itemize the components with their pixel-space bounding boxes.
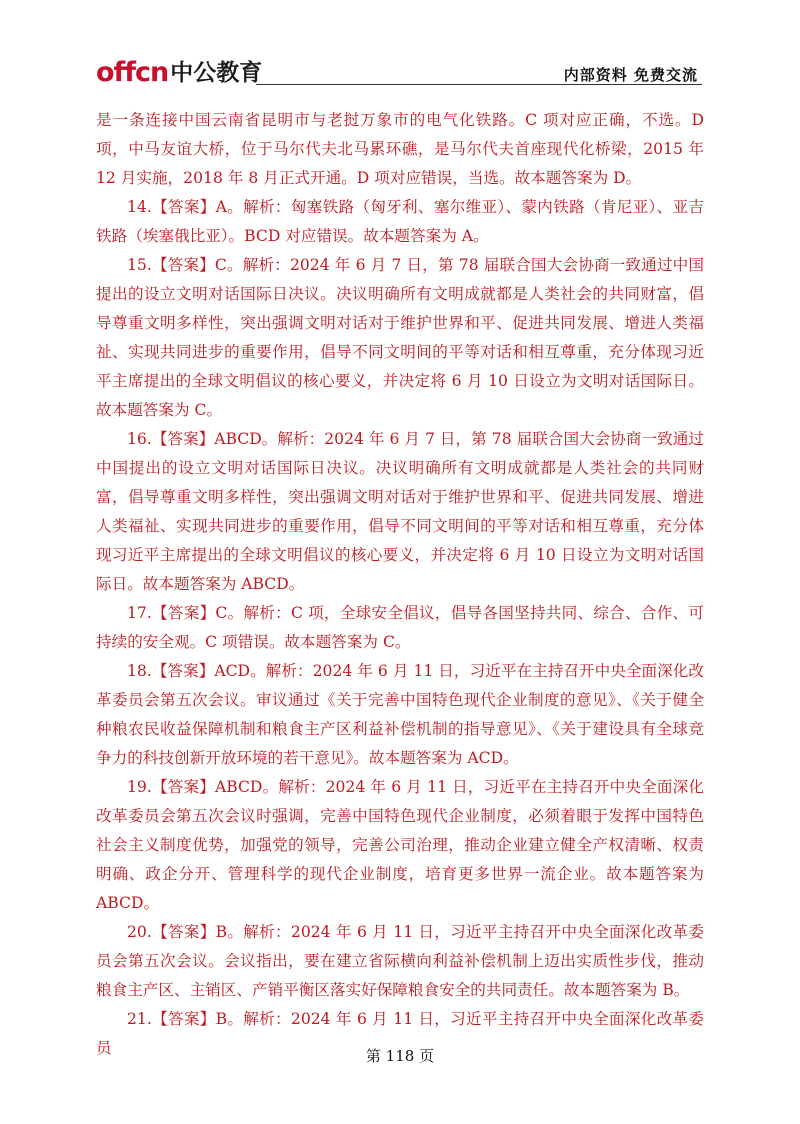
answer-content bbox=[96, 106, 704, 1063]
answer-paragraph: 17.【答案】C。解析：C 项，全球安全倡议，倡导各国坚持共同、综合、合作、可持续的安全观。C 项错误。故本题答案为 C。 bbox=[96, 604, 704, 651]
answer-paragraph: 是一条连接中国云南省昆明市与老挝万象市的电气化铁路。C 项对应正确，不选。D 项，中马友谊大桥，位于马尔代夫北马累环礁，是马尔代夫首座现代化桥梁，2015 年 12 月实施，2018 年 8 月正式开通。D 项对应错误，当选。故本题答案为 D。 bbox=[96, 111, 704, 187]
answer-paragraph: 19.【答案】ABCD。解析：2024 年 6 月 11 日，习近平在主持召开中央全面深化改革委员会第五次会议时强调，完善中国特色现代企业制度，必须着眼于发挥中国特色社会主义制度优势，加强党的领导，完善公司治理，推动企业建立健全产权清晰、权责明确、政企分开、管理科学的现代企业制度，培育更多世界一流企业。故本题答案为 ABCD。 bbox=[96, 778, 704, 912]
answer-paragraph: 14.【答案】A。解析：匈塞铁路（匈牙利、塞尔维亚）、蒙内铁路（肯尼亚）、亚吉铁路（埃塞俄比亚）。BCD 对应错误。故本题答案为 A。 bbox=[96, 198, 704, 245]
header-divider bbox=[256, 84, 702, 85]
answer-paragraph: 15.【答案】C。解析：2024 年 6 月 7 日，第 78 届联合国大会协商一致通过中国提出的设立文明对话国际日决议。决议明确所有文明成就都是人类社会的共同财富，倡导尊重文明多样性，突出强调文明对话对于维护世界和平、促进共同发展、增进人类福祉、实现共同进步的重要作用，倡导不同文明间的平等对话和相互尊重，充分体现习近平主席提出的全球文明倡议的核心要义，并决定将 6 月 10 日设立为文明对话国际日。故本题答案为 C。 bbox=[96, 256, 704, 419]
logo-wordmark-en: offcn bbox=[96, 57, 169, 88]
header-note: 内部资料 免费交流 bbox=[563, 66, 698, 84]
offcn-logo bbox=[96, 58, 262, 88]
page-header bbox=[96, 54, 702, 90]
answer-paragraph: 18.【答案】ACD。解析：2024 年 6 月 11 日，习近平在主持召开中央全面深化改革委员会第五次会议。审议通过《关于完善中国特色现代企业制度的意见》、《关于健全种粮农民收益保障机制和粮食主产区利益补偿机制的指导意见》、《关于建设具有全球竞争力的科技创新开放环境的若干意见》。故本题答案为 ACD。 bbox=[96, 662, 704, 767]
answer-paragraph: 21.【答案】B。解析：2024 年 6 月 11 日，习近平主持召开中央全面深化改革委员 bbox=[96, 1010, 704, 1057]
page-number: 第 118 页 bbox=[365, 1047, 435, 1065]
answer-paragraph: 16.【答案】ABCD。解析：2024 年 6 月 7 日，第 78 届联合国大会协商一致通过中国提出的设立文明对话国际日决议。决议明确所有文明成就都是人类社会的共同财富，倡导尊重文明多样性，突出强调文明对话对于维护世界和平、促进共同发展、增进人类福祉、实现共同进步的重要作用，倡导不同文明间的平等对话和相互尊重，充分体现习近平主席提出的全球文明倡议的核心要义，并决定将 6 月 10 日设立为文明对话国际日。故本题答案为 ABCD。 bbox=[96, 430, 704, 593]
answer-paragraph: 20.【答案】B。解析：2024 年 6 月 11 日，习近平主持召开中央全面深化改革委员会第五次会议。会议指出，要在建立省际横向利益补偿机制上迈出实质性步伐，推动粮食主产区、主销区、产销平衡区落实好保障粮食安全的共同责任。故本题答案为 B。 bbox=[96, 923, 704, 999]
logo-wordmark-cn: 中公教育 bbox=[170, 60, 263, 86]
